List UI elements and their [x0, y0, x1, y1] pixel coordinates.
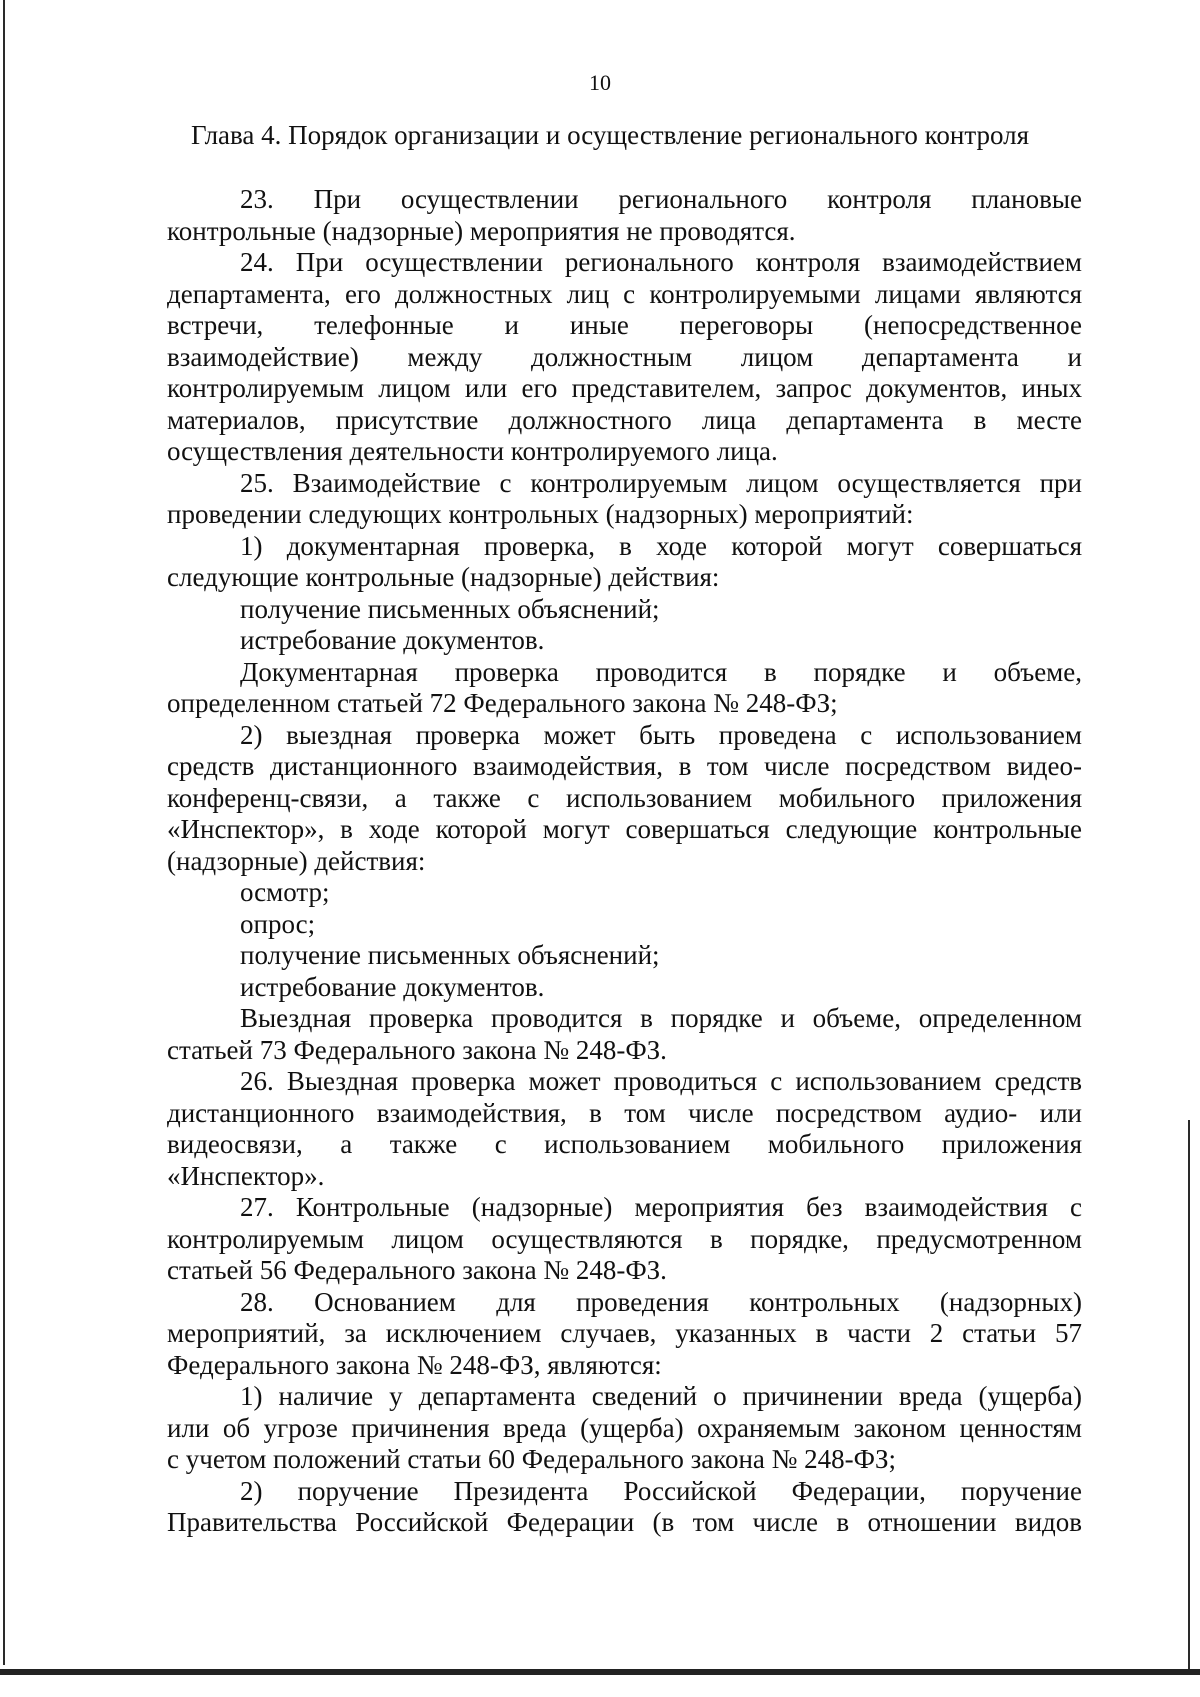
- text-line: «Инспектор».: [167, 1160, 325, 1191]
- text-line: статьей 56 Федерального закона № 248-ФЗ.: [167, 1255, 667, 1285]
- text-line: конференц-связи, а также с использованием мобильного приложения: [167, 782, 1082, 813]
- text-line: Федерального закона № 248-ФЗ, являются:: [167, 1349, 662, 1380]
- page-number: 10: [589, 70, 611, 95]
- text-line: статьей 73 Федерального закона № 248-ФЗ.: [167, 1034, 667, 1065]
- text-line: получение письменных объяснений;: [240, 940, 660, 970]
- text-line: материалов, присутствие должностного лица департамента в месте: [167, 404, 1082, 435]
- text-line: 25. Взаимодействие с контролируемым лицом осуществляется при: [240, 467, 1082, 498]
- text-line: Правительства Российской Федерации (в том числе в отношении видов: [167, 1507, 1082, 1537]
- text-line: контролируемым лицом осуществляются в порядке, предусмотренном: [167, 1223, 1082, 1254]
- text-line: получение письменных объяснений;: [240, 593, 660, 624]
- text-line: «Инспектор», в ходе которой могут совершаться следующие контрольные: [167, 814, 1082, 844]
- text-line: опрос;: [240, 908, 316, 939]
- text-line: Выездная проверка проводится в порядке и объеме, определенном: [240, 1003, 1082, 1033]
- text-line: дистанционного взаимодействия, в том числе посредством аудио- или: [167, 1097, 1082, 1128]
- text-line: контролируемым лицом или его представителем, запрос документов, иных: [167, 373, 1082, 403]
- text-line: средств дистанционного взаимодействия, в том числе посредством видео-: [167, 751, 1082, 781]
- text-line: 1) документарная проверка, в ходе которой могут совершаться: [240, 530, 1082, 561]
- text-line: истребование документов.: [240, 971, 545, 1002]
- text-line: Документарная проверка проводится в порядке и объеме,: [240, 656, 1082, 687]
- text-line: определенном статьей 72 Федерального закона № 248-ФЗ;: [167, 688, 838, 718]
- text-line: истребование документов.: [240, 625, 545, 655]
- text-line: 1) наличие у департамента сведений о причинении вреда (ущерба): [240, 1381, 1082, 1411]
- text-line: проведении следующих контрольных (надзорных) мероприятий:: [167, 499, 914, 529]
- text-line: взаимодействие) между должностным лицом департамента и: [167, 341, 1082, 372]
- text-line: видеосвязи, а также с использованием мобильного приложения: [167, 1129, 1082, 1159]
- body-text: [167, 184, 1082, 1539]
- scan-right-edge: [1188, 1120, 1190, 1670]
- scan-left-edge: [3, 0, 5, 1665]
- scan-bottom-edge: [0, 1669, 1200, 1675]
- text-line: или об угрозе причинения вреда (ущерба) охраняемым законом ценностям: [167, 1412, 1082, 1443]
- text-line: осуществления деятельности контролируемого лица.: [167, 436, 778, 466]
- text-line: контрольные (надзорные) мероприятия не проводятся.: [167, 215, 796, 246]
- text-line: осмотр;: [240, 877, 330, 907]
- text-line: 23. При осуществлении регионального контроля плановые: [240, 184, 1082, 214]
- text-line: 26. Выездная проверка может проводиться с использованием средств: [240, 1066, 1082, 1096]
- text-line: встречи, телефонные и иные переговоры (непосредственное: [167, 310, 1082, 340]
- text-line: следующие контрольные (надзорные) действия:: [167, 562, 720, 592]
- text-line: с учетом положений статьи 60 Федерального закона № 248-ФЗ;: [167, 1444, 897, 1474]
- text-line: 28. Основанием для проведения контрольных (надзорных): [240, 1286, 1082, 1317]
- text-line: 2) выездная проверка может быть проведена с использованием: [240, 719, 1082, 750]
- text-line: мероприятий, за исключением случаев, указанных в части 2 статьи 57: [167, 1318, 1082, 1348]
- chapter-title: Глава 4. Порядок организации и осуществление регионального контроля: [190, 120, 1030, 150]
- text-line: 2) поручение Президента Российской Федерации, поручение: [240, 1475, 1082, 1506]
- text-line: (надзорные) действия:: [167, 845, 426, 876]
- text-line: департамента, его должностных лиц с контролируемыми лицами являются: [167, 278, 1082, 309]
- text-line: 24. При осуществлении регионального контроля взаимодействием: [240, 247, 1082, 277]
- text-line: 27. Контрольные (надзорные) мероприятия без взаимодействия с: [240, 1192, 1082, 1222]
